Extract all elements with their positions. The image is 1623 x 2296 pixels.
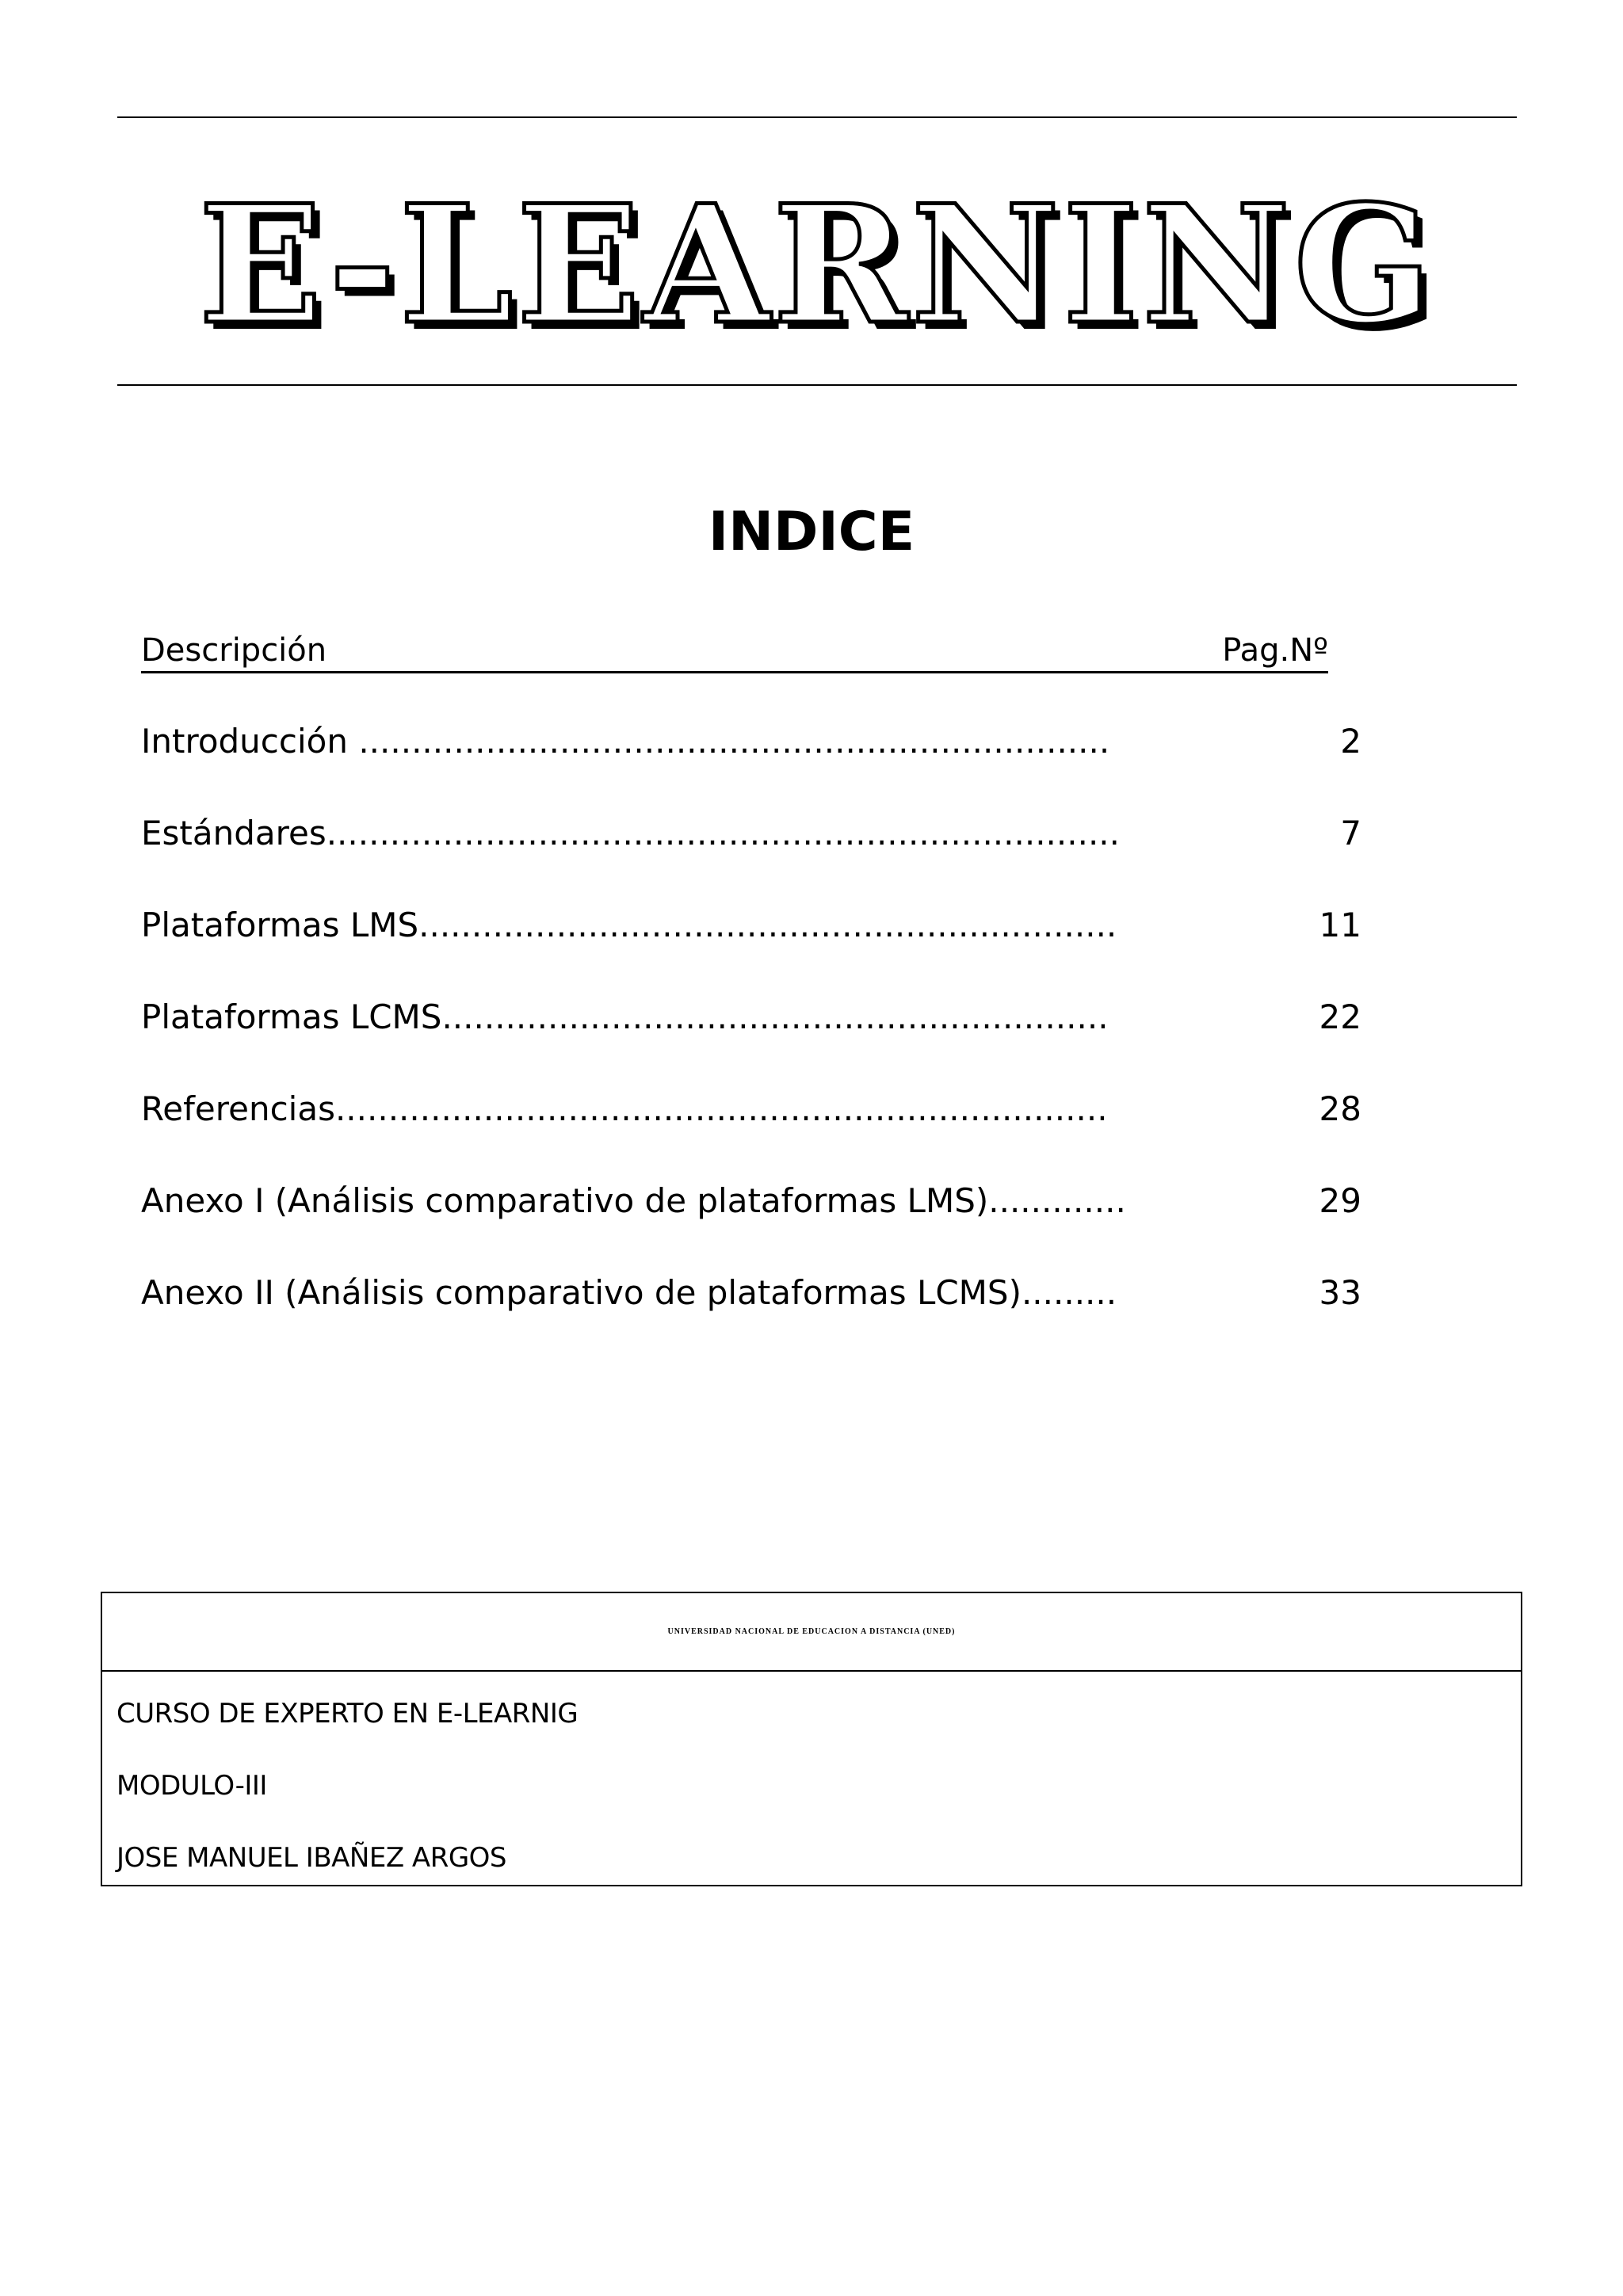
table-of-contents bbox=[141, 718, 1361, 1361]
author-name: JOSE MANUEL IBAÑEZ ARGOS bbox=[116, 1842, 507, 1874]
toc-entry-label: Plataformas LCMS............................................................... bbox=[141, 997, 1109, 1036]
toc-entry-page: 28 bbox=[1319, 1089, 1361, 1128]
toc-entry-label: Introducción ....................................................................... bbox=[141, 722, 1110, 761]
toc-entry-page: 33 bbox=[1319, 1273, 1361, 1312]
toc-entry-estandares bbox=[141, 810, 1361, 902]
institution-info-box bbox=[101, 1592, 1522, 1886]
toc-entry-page: 2 bbox=[1340, 722, 1361, 761]
toc-entry-page: 7 bbox=[1340, 814, 1361, 852]
toc-header-description: Descripción bbox=[141, 632, 327, 669]
document-title: E-LEARNING bbox=[198, 170, 1436, 360]
toc-entry-referencias bbox=[141, 1085, 1361, 1177]
toc-entry-plataformas-lms bbox=[141, 902, 1361, 994]
module-name: MODULO-III bbox=[116, 1770, 267, 1802]
toc-entry-label: Referencias......................................................................... bbox=[141, 1089, 1108, 1128]
toc-entry-label: Anexo I (Análisis comparativo de plataformas LMS)............. bbox=[141, 1181, 1126, 1220]
toc-entry-label: Estándares........................................................................... bbox=[141, 814, 1121, 852]
toc-entry-anexo-i bbox=[141, 1177, 1361, 1269]
toc-entry-page: 11 bbox=[1319, 906, 1361, 944]
toc-entry-label: Plataformas LMS.................................................................. bbox=[141, 906, 1117, 944]
toc-header bbox=[141, 630, 1328, 673]
toc-entry-page: 29 bbox=[1319, 1181, 1361, 1220]
course-name: CURSO DE EXPERTO EN E-LEARNIG bbox=[116, 1698, 579, 1730]
top-rule bbox=[117, 116, 1517, 118]
university-name: UNIVERSIDAD NACIONAL DE EDUCACION A DISTANCIA (UNED) bbox=[102, 1593, 1521, 1672]
toc-entry-label: Anexo II (Análisis comparativo de plataformas LCMS)......... bbox=[141, 1273, 1117, 1312]
toc-entry-introduccion bbox=[141, 718, 1361, 810]
toc-header-page: Pag.Nº bbox=[1222, 632, 1328, 669]
title-bottom-rule bbox=[117, 384, 1517, 386]
toc-entry-anexo-ii bbox=[141, 1269, 1361, 1361]
toc-entry-page: 22 bbox=[1319, 997, 1361, 1036]
toc-entry-plataformas-lcms bbox=[141, 994, 1361, 1085]
index-heading: INDICE bbox=[708, 501, 915, 563]
